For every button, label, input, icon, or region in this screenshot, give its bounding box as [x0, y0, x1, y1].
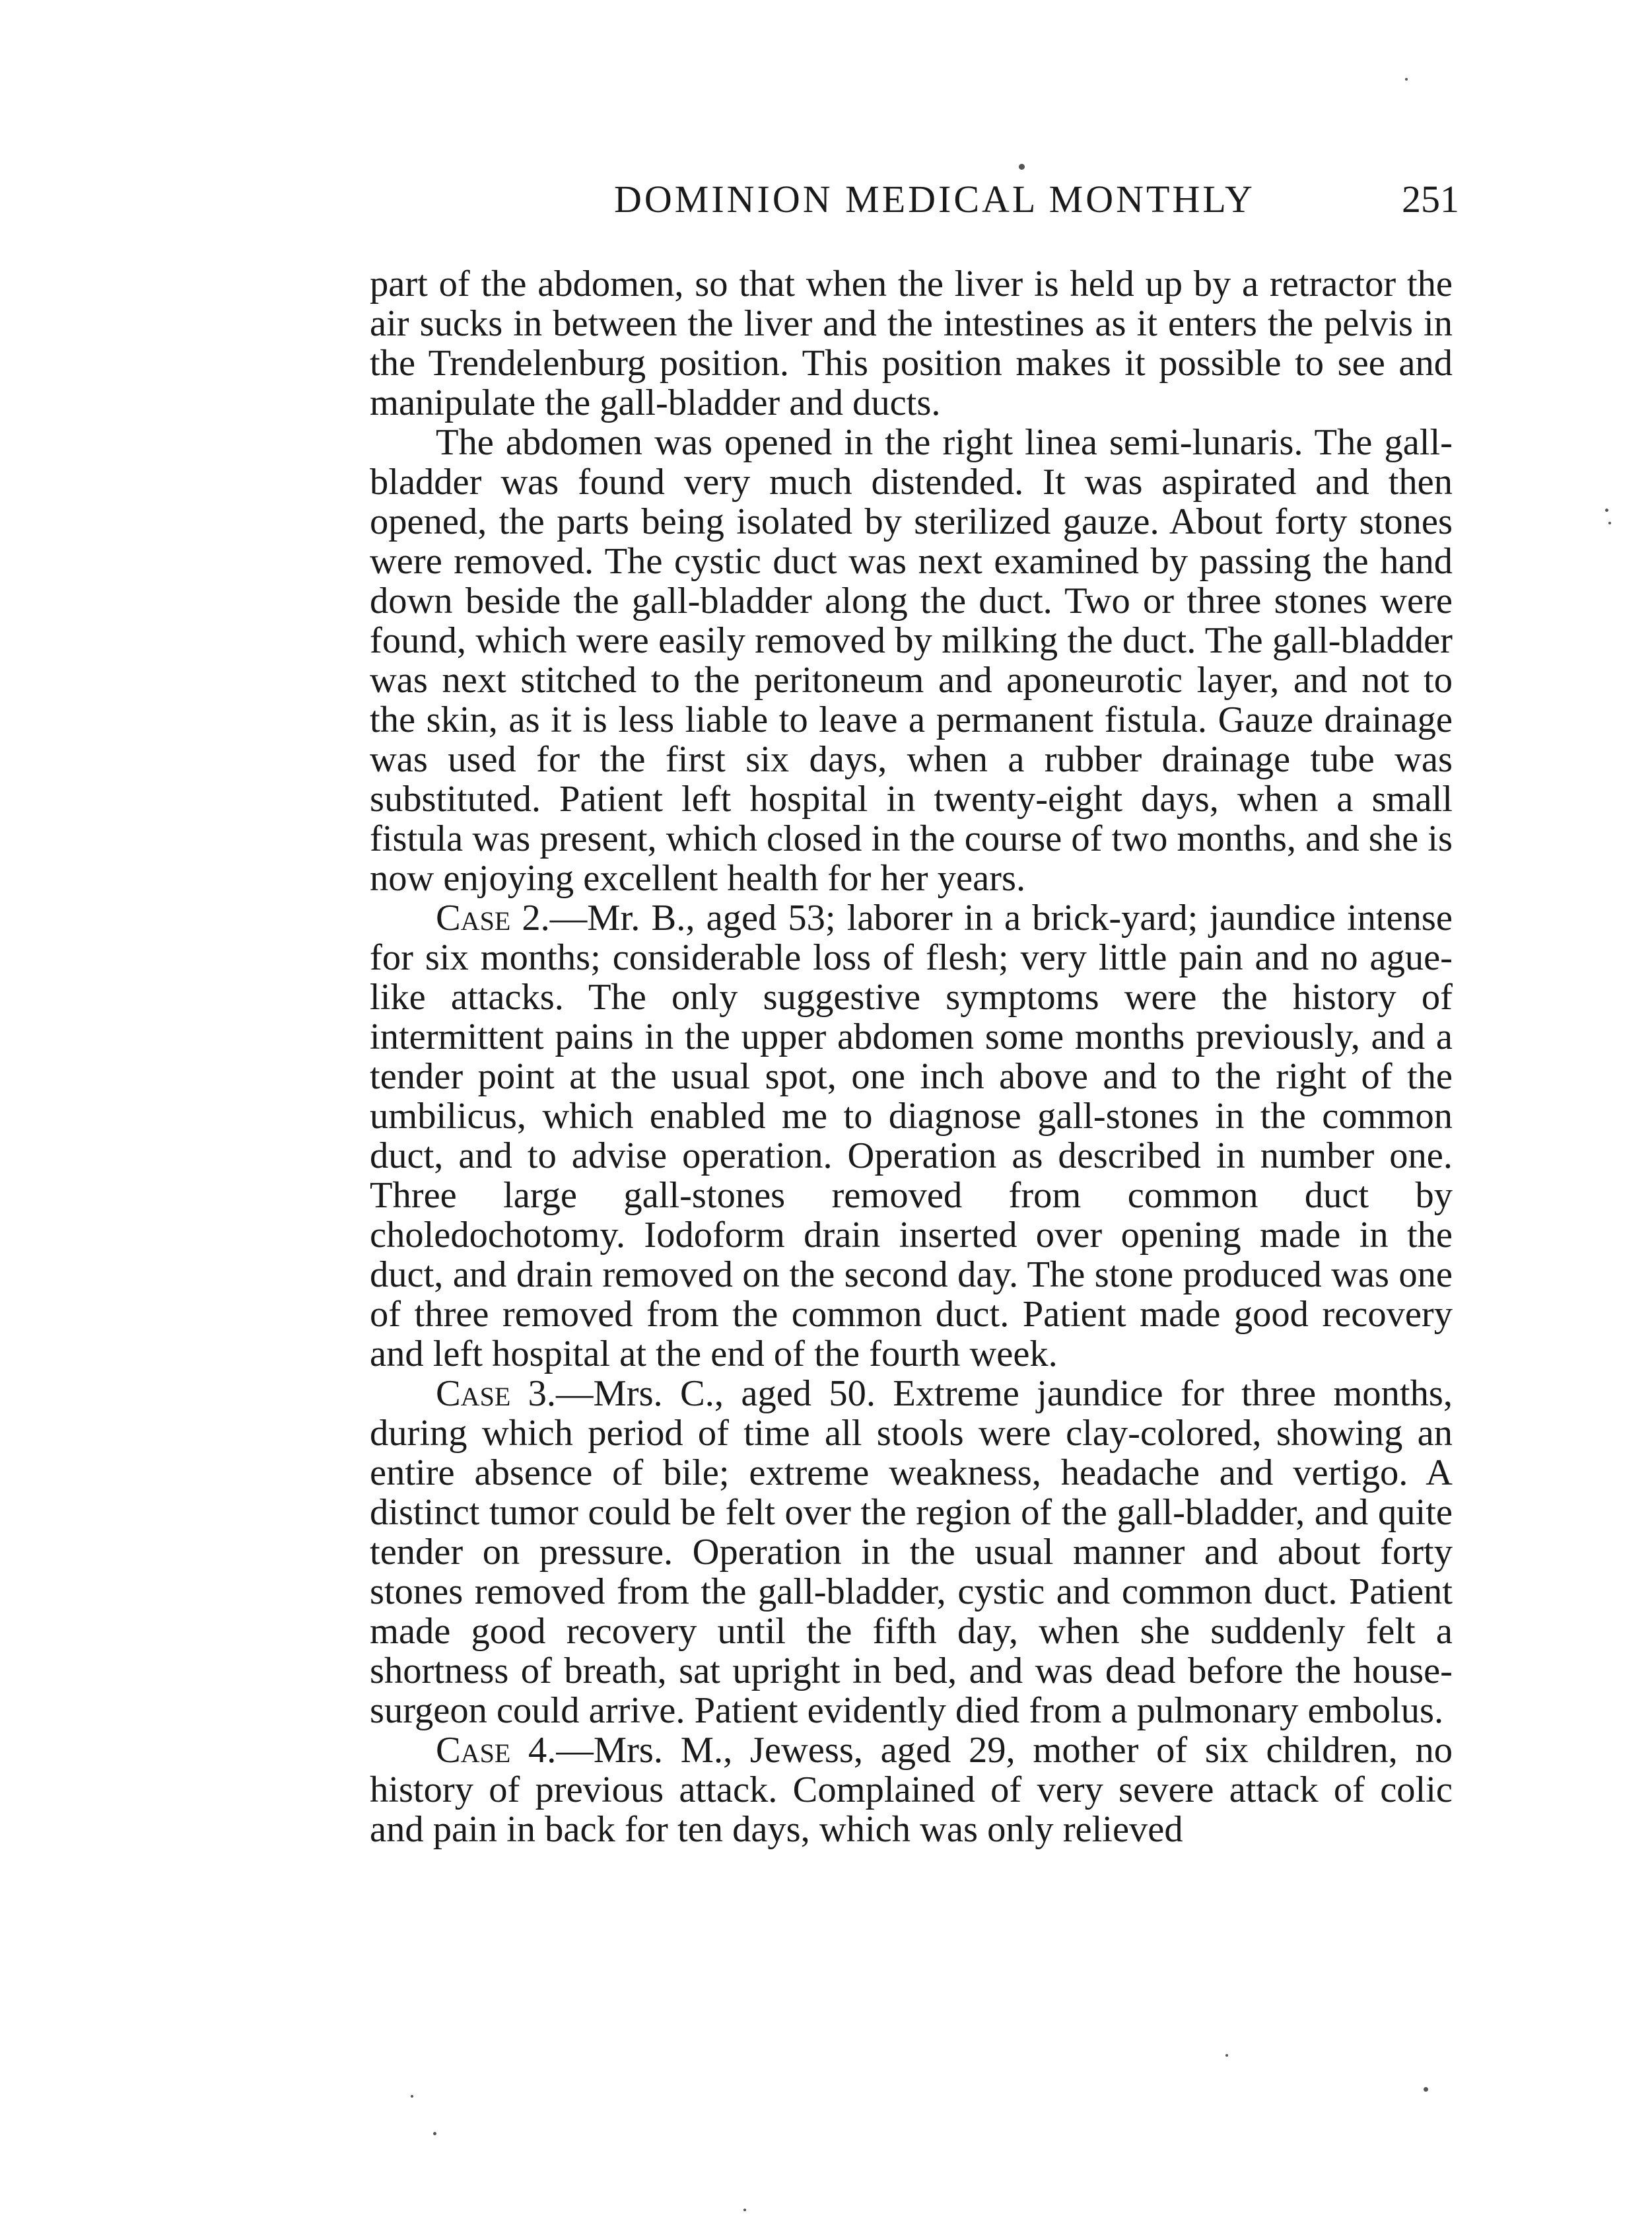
scan-speck — [1019, 164, 1025, 170]
scan-speck — [433, 2132, 436, 2135]
scan-speck — [1424, 2087, 1428, 2092]
scan-speck — [1605, 509, 1608, 512]
paragraph-text: —Mrs. C., aged 50. Extreme jaundice for three months, during which period of time all stools were clay-colored, showing an entire absence of bile; extreme weakness, headache and vertigo. A distinct tumor could be felt over the region of the gall-bladder, and quite tender on pressure. Operation in the usual manner and about forty stones removed from the gall-bladder, cystic and common duct. Patient made good recovery until the fifth day, when she suddenly felt a shortness of breath, sat upright in bed, and was dead before the house-surgeon could arrive. Patient evidently died from a pulmonary embolus. — [370, 1373, 1453, 1731]
page-header — [370, 177, 1459, 236]
paragraph-case-1-procedure — [370, 423, 1453, 898]
paragraph-text: —Mrs. M., Jewess, aged 29, mother of six children, no history of previous attack. Complained of very severe attack of colic and pain in back for ten days, which was only relieved — [370, 1730, 1453, 1850]
body-text — [370, 264, 1453, 1849]
page-number: 251 — [1402, 178, 1459, 221]
paragraph-case-4 — [370, 1730, 1453, 1849]
paragraph-case-3 — [370, 1374, 1453, 1730]
paragraph-continuation — [370, 264, 1453, 423]
case-label: Case 4. — [436, 1730, 557, 1771]
scan-speck — [1225, 2054, 1228, 2057]
paragraph-case-2 — [370, 898, 1453, 1374]
paragraph-text: The abdomen was opened in the right linea semi-lunaris. The gall-bladder was found very much distended. It was aspirated and then opened, the parts being isolated by sterilized gauze. About forty stones were removed. The cystic duct was next examined by passing the hand down beside the gall-bladder along the duct. Two or three stones were found, which were easily removed by milking the duct. The gall-bladder was next stitched to the peritoneum and aponeurotic layer, and not to the skin, as it is less liable to leave a permanent fistula. Gauze drainage was used for the first six days, when a rubber drainage tube was substituted. Patient left hospital in twenty-eight days, when a small fistula was present, which closed in the course of two months, and she is now enjoying excellent health for her years. — [370, 422, 1453, 899]
scan-speck — [1405, 78, 1408, 81]
scan-speck — [1608, 522, 1611, 524]
paragraph-text: —Mr. B., aged 53; laborer in a brick-yard; jaundice intense for six months; considerable loss of flesh; very little pain and no ague-like attacks. The only suggestive symptoms were the history of intermittent pains in the upper abdomen some months previously, and a tender point at the usual spot, one inch above and to the right of the umbilicus, which enabled me to diagnose gall-stones in the common duct, and to advise operation. Operation as described in number one. Three large gall-stones removed from common duct by choledochotomy. Iodoform drain inserted over opening made in the duct, and drain removed on the second day. The stone produced was one of three removed from the common duct. Patient made good recovery and left hospital at the end of the fourth week. — [370, 898, 1453, 1374]
running-title: DOMINION MEDICAL MONTHLY — [614, 178, 1255, 221]
case-label: Case 3. — [436, 1373, 557, 1414]
case-label: Case 2. — [436, 898, 550, 939]
scan-speck — [411, 2095, 413, 2098]
scan-speck — [743, 2209, 746, 2211]
paragraph-text: part of the abdomen, so that when the liver is held up by a retractor the air sucks in between the liver and the intestines as it enters the pelvis in the Trendelenburg position. This position makes it possible to see and manipulate the gall-bladder and ducts. — [370, 264, 1453, 423]
